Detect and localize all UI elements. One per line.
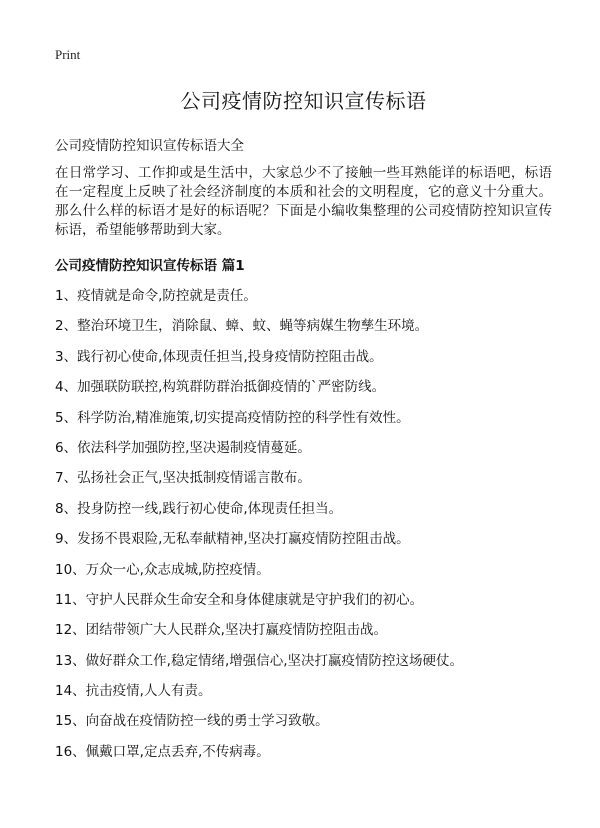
list-item: 8、投身防控一线,践行初心使命,体现责任担当。 — [55, 500, 343, 517]
article-subtitle: 公司疫情防控知识宣传标语大全 — [55, 138, 244, 154]
list-item: 14、抗击疫情,人人有责。 — [55, 683, 212, 700]
list-item: 12、团结带领广大人民群众,坚决打赢疫情防控阻击战。 — [55, 622, 387, 639]
list-item: 4、加强联防联控,构筑群防群治抵御疫情的`严密防线。 — [55, 379, 386, 396]
slogan-list — [55, 284, 552, 770]
list-item: 13、做好群众工作,稳定情绪,增强信心,坚决打赢疫情防控这场硬仗。 — [55, 652, 464, 669]
list-item: 1、疫情就是命令,防控就是责任。 — [55, 288, 257, 304]
intro-paragraph: 在日常学习、工作抑或是生活中，大家总少不了接触一些耳熟能详的标语吧，标语在一定程度上反映了社会经济制度的本质和社会的文明程度，它的意义十分重大。那么什么样的标语才是好的标语呢？下面是小编收集整理的公司疫情防控知识宣传标语，希望能够帮助到大家。 — [55, 165, 552, 238]
list-item: 16、佩戴口罩,定点丢弃,不传病毒。 — [55, 743, 270, 760]
list-item: 2、整治环境卫生，消除鼠、蟑、蚊、蝇等病媒生物孳生环境。 — [55, 318, 429, 335]
list-item: 9、发扬不畏艰险,无私奉献精神,坚决打赢疫情防控阻击战。 — [55, 531, 410, 548]
list-item: 15、向奋战在疫情防控一线的勇士学习致敬。 — [55, 713, 329, 730]
list-item: 3、践行初心使命,体现责任担当,投身疫情防控阻击战。 — [55, 348, 383, 365]
list-item: 10、万众一心,众志成城,防控疫情。 — [55, 561, 270, 578]
page-title: 公司疫情防控知识宣传标语 — [180, 89, 427, 113]
list-item: 5、科学防治,精准施策,切实提高疫情防控的科学性有效性。 — [55, 409, 410, 426]
print-link[interactable]: Print — [55, 47, 81, 62]
section-heading: 公司疫情防控知识宣传标语 篇1 — [55, 258, 245, 274]
list-item: 11、守护人民群众生命安全和身体健康就是守护我们的初心。 — [55, 591, 424, 608]
list-item: 7、弘扬社会正气,坚决抵制疫情谣言散布。 — [55, 470, 311, 487]
list-item: 6、依法科学加强防控,坚决遏制疫情蔓延。 — [55, 439, 311, 456]
